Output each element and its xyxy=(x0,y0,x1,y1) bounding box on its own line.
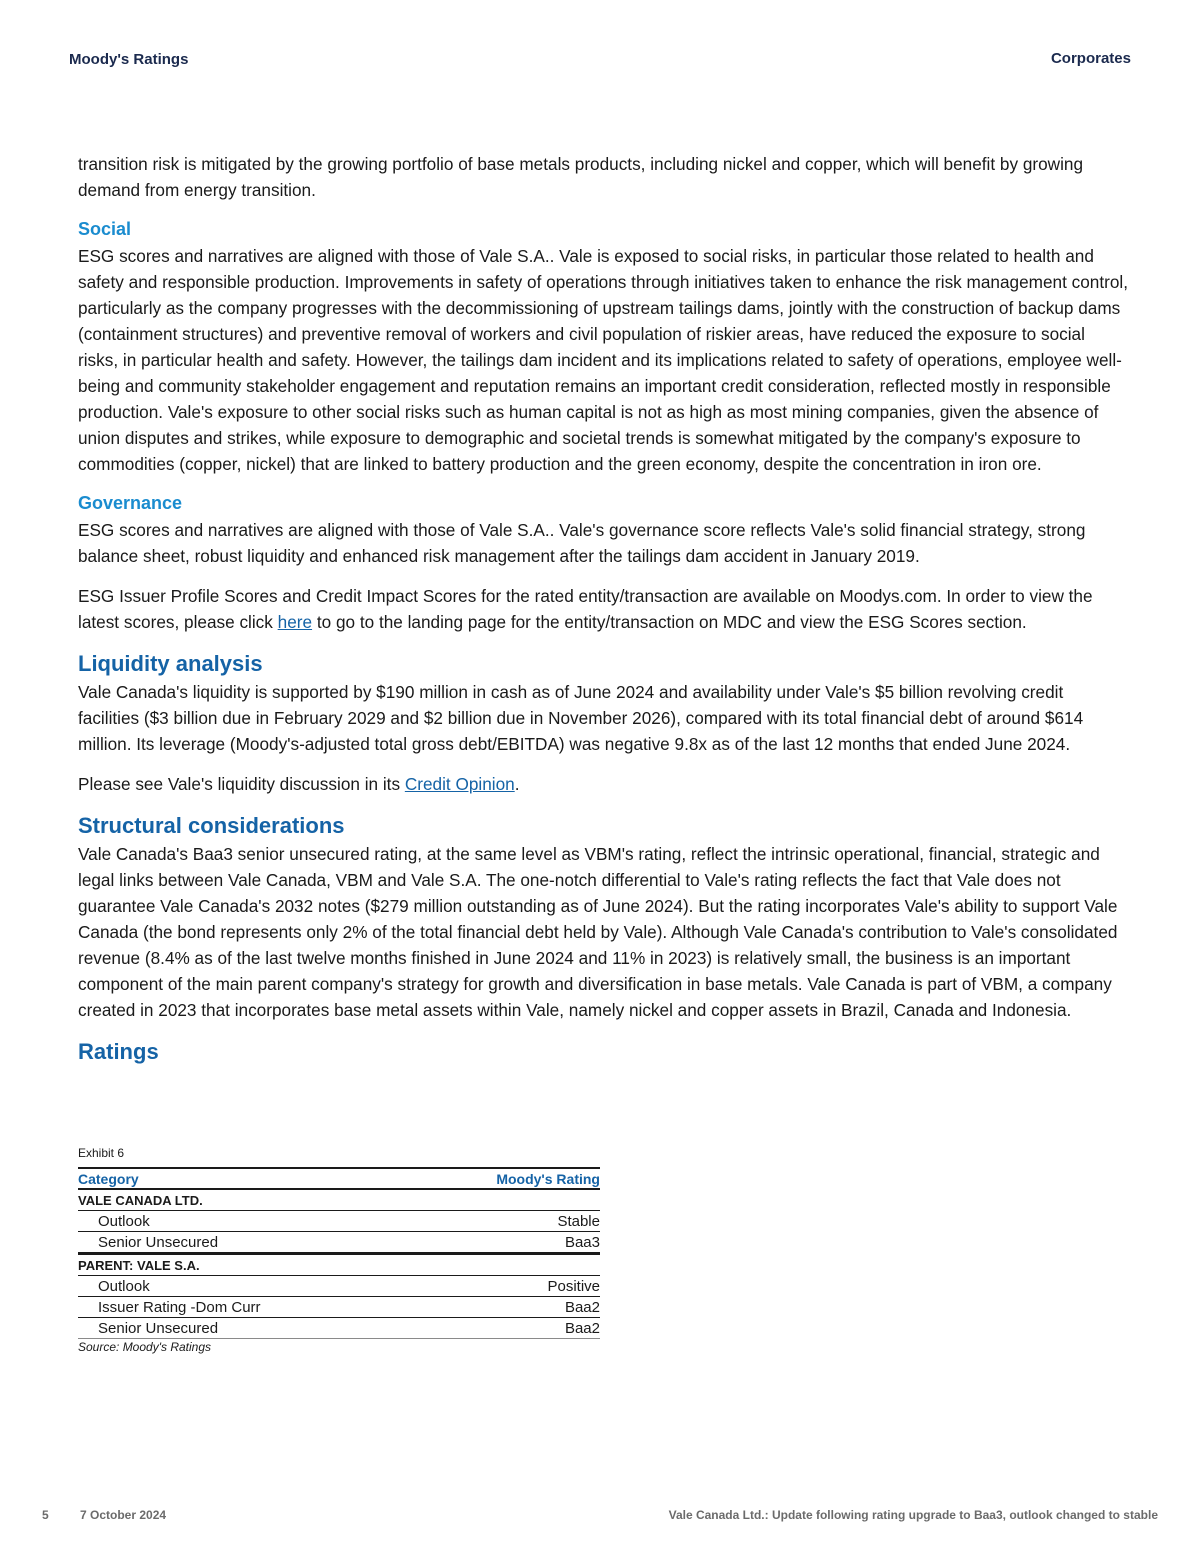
header-section: Corporates xyxy=(1050,50,1131,67)
intro-paragraph: transition risk is mitigated by the growing portfolio of base metals products, including nickel and copper, which will benefit by growing demand from energy transition. xyxy=(78,154,1084,200)
ratings-exhibit xyxy=(78,1146,600,1354)
table-group-row xyxy=(78,1189,600,1211)
footer-date: 7 October 2024 xyxy=(80,1508,167,1522)
column-header-category: Category xyxy=(78,1168,411,1189)
row-category: Senior Unsecured xyxy=(78,1318,411,1339)
exhibit-source: Source: Moody's Ratings xyxy=(78,1340,212,1354)
table-row xyxy=(78,1297,600,1318)
table-row xyxy=(78,1318,600,1339)
table-row xyxy=(78,1211,600,1232)
row-category: Senior Unsecured xyxy=(78,1232,411,1254)
structural-heading: Structural considerations xyxy=(78,813,345,838)
esg-text-before: ESG Issuer Profile Scores and Credit Impact Scores for the rated entity/transaction are available on Moodys.com. In order to view the latest scores, please click xyxy=(78,586,1093,632)
row-rating: Baa3 xyxy=(411,1232,600,1254)
row-rating: Positive xyxy=(411,1276,600,1297)
header-brand: Moody's Ratings xyxy=(69,51,189,68)
governance-paragraph: ESG scores and narratives are aligned with those of Vale S.A.. Vale's governance score reflects Vale's solid financial strategy, strong balance sheet, robust liquidity and enhanced risk management after the tailings dam accident in January 2019. xyxy=(78,520,1086,566)
esg-here-link[interactable]: here xyxy=(277,612,313,632)
table-row xyxy=(78,1232,600,1254)
exhibit-label: Exhibit 6 xyxy=(78,1146,125,1160)
row-category: Outlook xyxy=(78,1276,411,1297)
liquidity-see-paragraph xyxy=(78,771,1128,797)
group-label-parent: PARENT: VALE S.A. xyxy=(78,1254,600,1276)
social-paragraph: ESG scores and narratives are aligned with those of Vale S.A.. Vale is exposed to social risks, in particular those related to health and safety and responsible production. Improvements in safety of operations through initiatives taken to enhance the risk management control, particularly as the company progresses with the decommissioning of upstream tailings dams, jointly with the construction of backup dams (containment structures) and preventive removal of workers and civil population of riskier areas, have reduced the exposure to social risks, in particular health and safety. However, the tailings dam incident and its implications related to safety of operations, employee well-being and community stakeholder engagement and reputation remains an important credit consideration, reflected mostly in responsible production. Vale's exposure to other social risks such as human capital is not as high as most mining companies, given the absence of union disputes and strikes, while exposure to demographic and societal trends is somewhat mitigated by the company's exposure to commodities (copper, nickel) that are linked to battery production and the green economy, despite the concentration in iron ore. xyxy=(78,246,1128,474)
group-label-vale-canada: VALE CANADA LTD. xyxy=(78,1189,600,1211)
row-rating: Baa2 xyxy=(411,1318,600,1339)
credit-opinion-link[interactable]: Credit Opinion xyxy=(404,774,515,794)
ratings-table xyxy=(78,1167,600,1339)
esg-text-after: to go to the landing page for the entity/transaction on MDC and view the ESG Scores section. xyxy=(312,612,1027,632)
structural-paragraph: Vale Canada's Baa3 senior unsecured rating, at the same level as VBM's rating, reflect the intrinsic operational, financial, strategic and legal links between Vale Canada, VBM and Vale S.A. The one-notch differential to Vale's rating reflects the fact that Vale does not guarantee Vale Canada's 2032 notes ($279 million outstanding as of June 2024). But the rating incorporates Vale's ability to support Vale Canada (the bond represents only 2% of the total financial debt held by Vale). Although Vale Canada's contribution to Vale's consolidated revenue (8.4% as of the last twelve months finished in June 2024 and 11% in 2023) is relatively small, the business is an important component of the main parent company's strategy for growth and diversification in base metals. Vale Canada is part of VBM, a company created in 2023 that incorporates base metal assets within Vale, namely nickel and copper assets in Brazil, Canada and Indonesia. xyxy=(78,844,1118,1020)
liquidity-heading: Liquidity analysis xyxy=(78,651,263,676)
ratings-heading: Ratings xyxy=(78,1039,159,1064)
governance-heading: Governance xyxy=(78,493,183,513)
table-header-row xyxy=(78,1168,600,1189)
table-group-row xyxy=(78,1254,600,1276)
liquidity-paragraph: Vale Canada's liquidity is supported by $190 million in cash as of June 2024 and availability under Vale's $5 billion revolving credit facilities ($3 billion due in February 2029 and $2 billion due in November 2026), compared with its total financial debt of around $614 million. Its leverage (Moody's-adjusted total gross debt/EBITDA) was negative 9.8x as of the last 12 months that ended June 2024. xyxy=(78,682,1084,754)
liquidity-see-after: . xyxy=(514,774,520,794)
esg-paragraph xyxy=(78,583,1128,635)
row-rating: Baa2 xyxy=(411,1297,600,1318)
column-header-rating: Moody's Rating xyxy=(411,1168,600,1189)
liquidity-see-before: Please see Vale's liquidity discussion in its xyxy=(78,774,405,794)
footer-report-title: Vale Canada Ltd.: Update following rating upgrade to Baa3, outlook changed to stable xyxy=(668,1508,1158,1522)
row-rating: Stable xyxy=(411,1211,600,1232)
main-content xyxy=(78,151,1128,1067)
row-category: Outlook xyxy=(78,1211,411,1232)
row-category: Issuer Rating -Dom Curr xyxy=(78,1297,411,1318)
footer-page-number: 5 xyxy=(42,1508,49,1522)
social-heading: Social xyxy=(78,219,132,239)
table-row xyxy=(78,1276,600,1297)
